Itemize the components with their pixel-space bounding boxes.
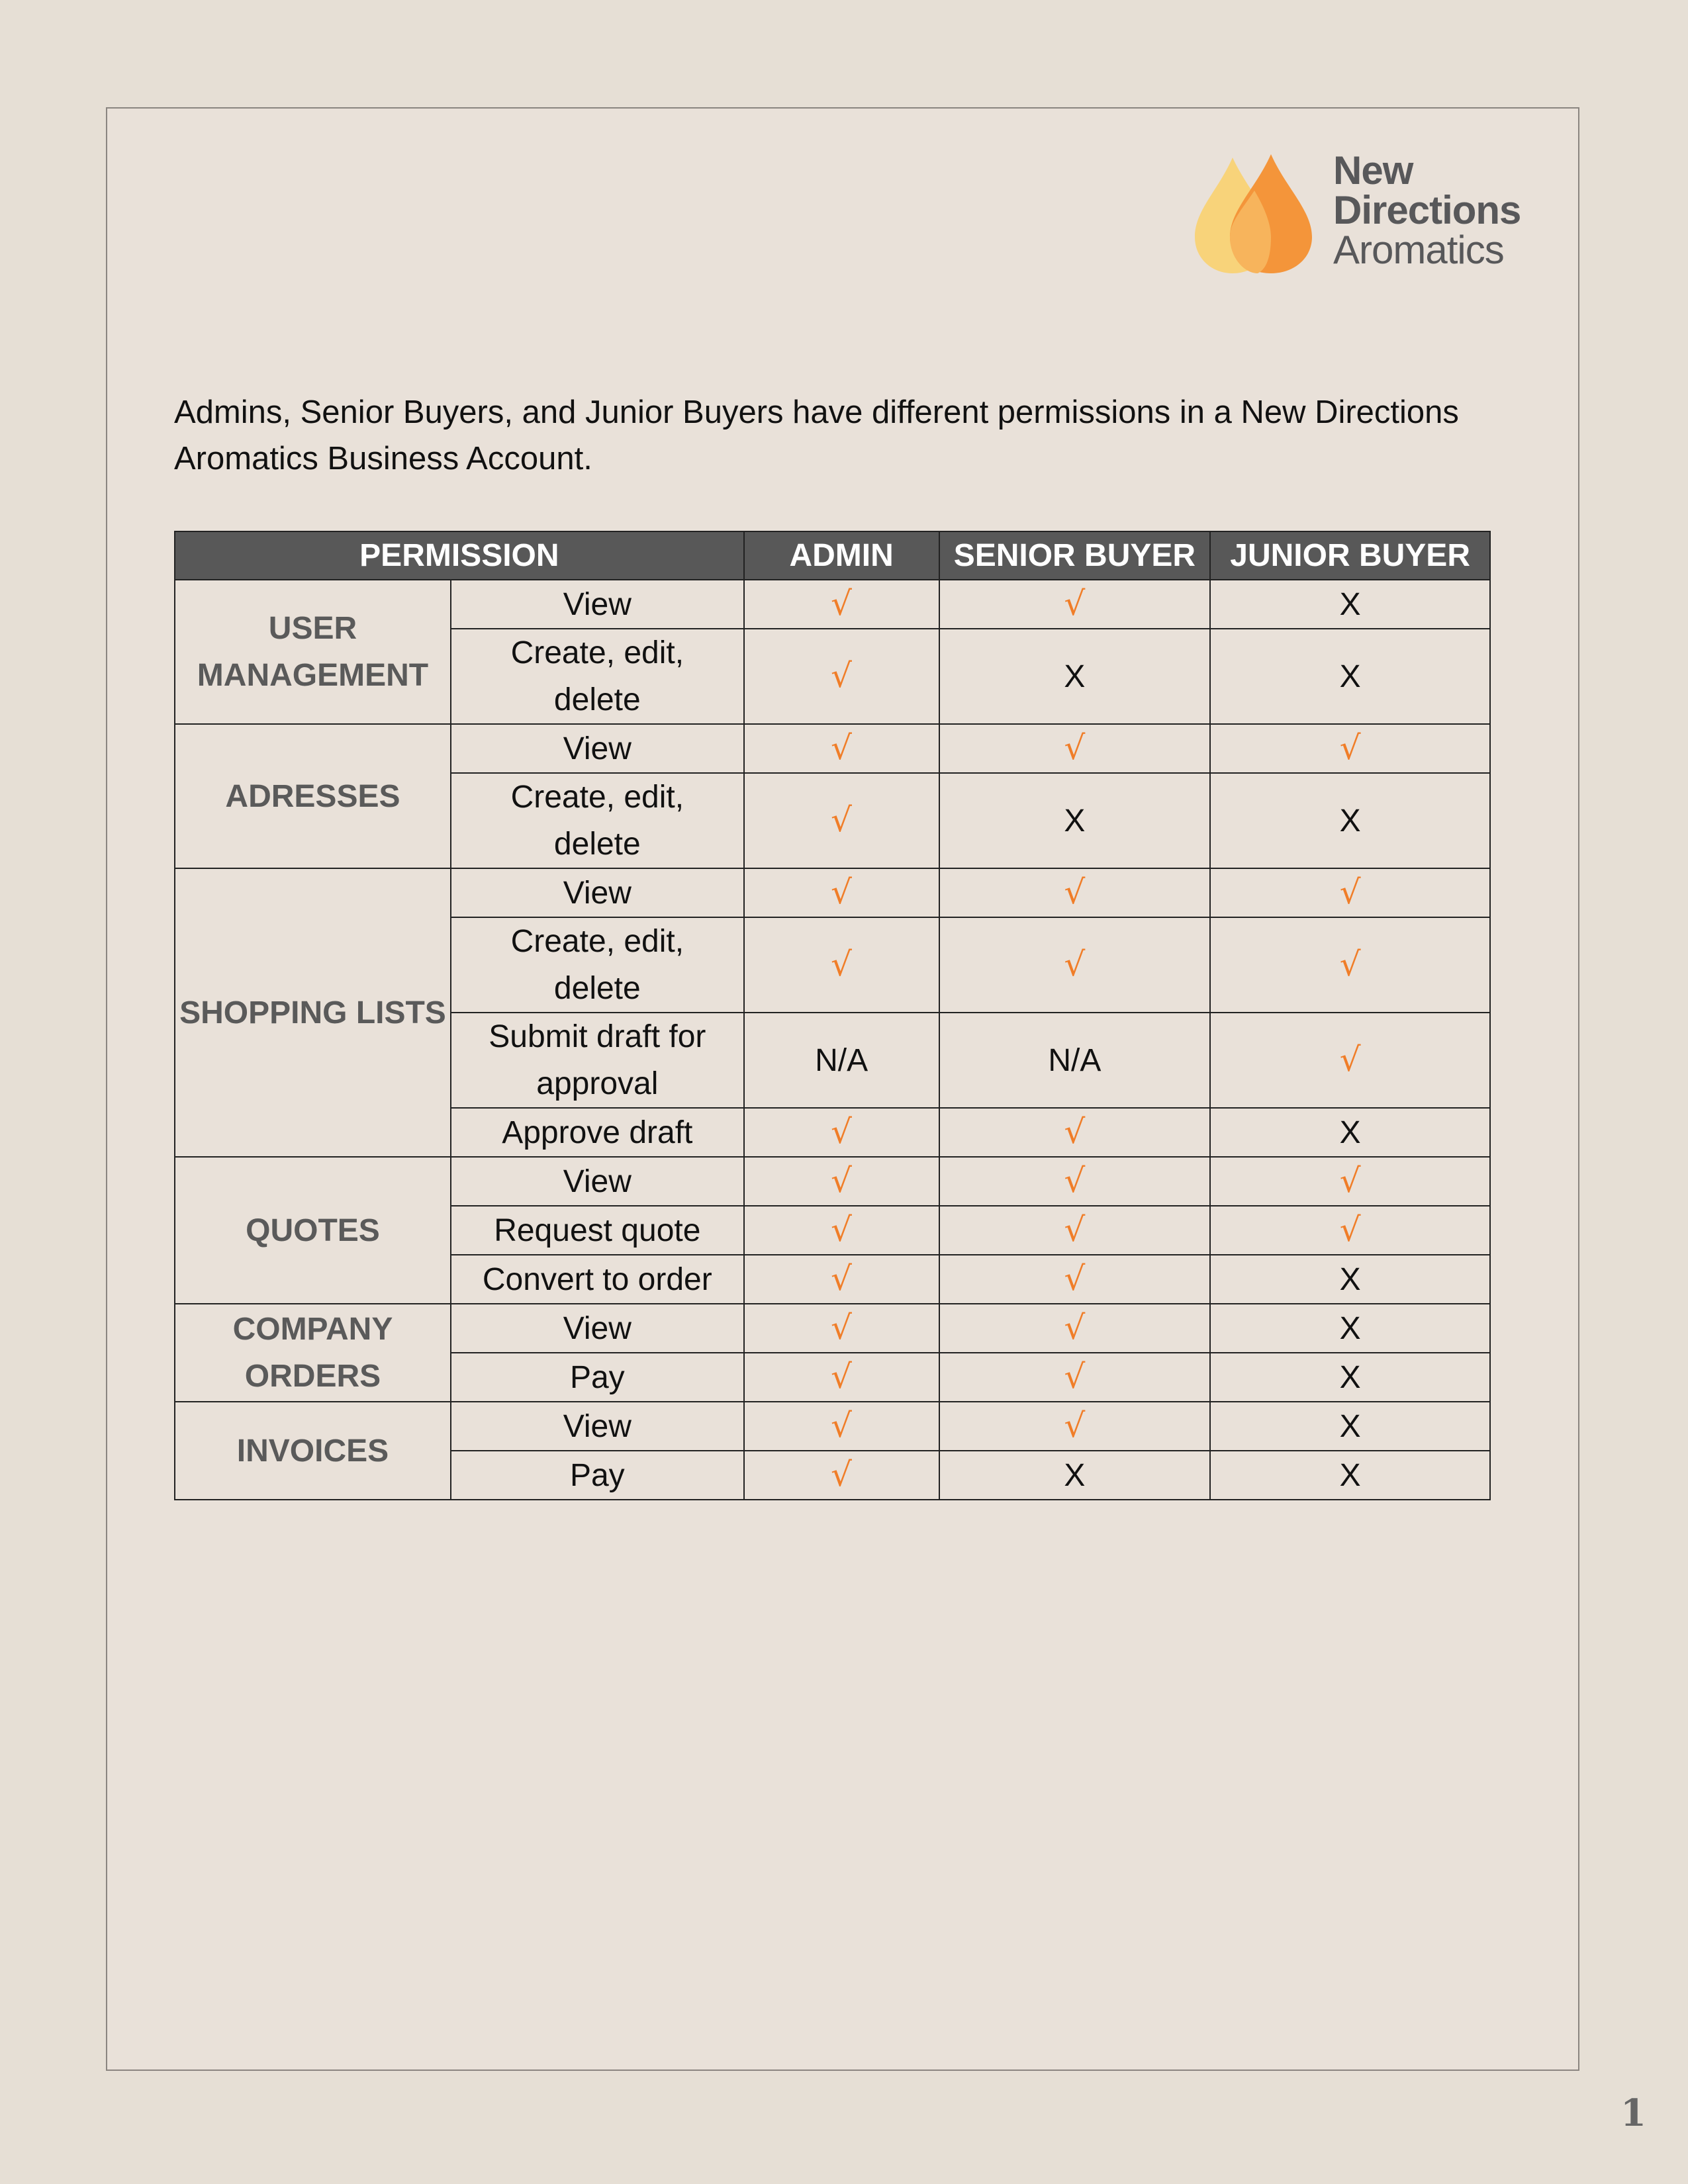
value-admin xyxy=(744,1304,939,1353)
page-number: 1 xyxy=(1620,2091,1646,2135)
company-logo xyxy=(1192,148,1549,277)
permission-label: Create, edit, delete xyxy=(451,773,744,868)
permission-label: View xyxy=(451,1402,744,1451)
value-senior-buyer xyxy=(939,580,1211,629)
value-senior-buyer xyxy=(939,1206,1211,1255)
value-junior-buyer xyxy=(1210,1108,1490,1157)
check-icon: √ xyxy=(1339,945,1361,983)
value-senior-buyer xyxy=(939,1353,1211,1402)
value-junior-buyer xyxy=(1210,917,1490,1013)
table-row xyxy=(175,724,1490,773)
value-senior-buyer xyxy=(939,917,1211,1013)
permissions-table xyxy=(174,531,1491,1500)
cross-mark: X xyxy=(1064,803,1086,839)
permission-label: Approve draft xyxy=(451,1108,744,1157)
value-senior-buyer xyxy=(939,1304,1211,1353)
table-row xyxy=(175,1304,1490,1353)
check-icon: √ xyxy=(1064,1210,1086,1249)
permission-label: View xyxy=(451,868,744,917)
value-senior-buyer xyxy=(939,1108,1211,1157)
cross-mark: X xyxy=(1339,659,1361,694)
permission-label: Create, edit, delete xyxy=(451,917,744,1013)
value-senior-buyer xyxy=(939,1255,1211,1304)
permission-label: Create, edit, delete xyxy=(451,629,744,724)
check-icon: √ xyxy=(1064,584,1086,623)
value-senior-buyer xyxy=(939,1451,1211,1500)
group-label: USER MANAGEMENT xyxy=(175,580,451,724)
permission-label: View xyxy=(451,1304,744,1353)
cross-mark: X xyxy=(1064,1457,1086,1493)
value-junior-buyer xyxy=(1210,1013,1490,1108)
value-admin xyxy=(744,724,939,773)
cross-mark: X xyxy=(1339,1457,1361,1493)
value-admin xyxy=(744,1255,939,1304)
table-row xyxy=(175,1157,1490,1206)
value-admin xyxy=(744,1206,939,1255)
value-junior-buyer xyxy=(1210,1402,1490,1451)
check-icon: √ xyxy=(1064,1161,1086,1200)
value-junior-buyer xyxy=(1210,724,1490,773)
cross-mark: X xyxy=(1339,1408,1361,1444)
check-icon: √ xyxy=(1064,1357,1086,1396)
header-admin: ADMIN xyxy=(744,531,939,580)
check-icon: √ xyxy=(831,1161,853,1200)
value-senior-buyer xyxy=(939,868,1211,917)
value-senior-buyer xyxy=(939,724,1211,773)
table-row xyxy=(175,1402,1490,1451)
header-senior-buyer: SENIOR BUYER xyxy=(939,531,1211,580)
cross-mark: X xyxy=(1064,659,1086,694)
permission-label: Pay xyxy=(451,1353,744,1402)
permission-label: View xyxy=(451,724,744,773)
check-icon: √ xyxy=(1339,1161,1361,1200)
value-senior-buyer xyxy=(939,1013,1211,1108)
group-label: ADRESSES xyxy=(175,724,451,868)
header-junior-buyer: JUNIOR BUYER xyxy=(1210,531,1490,580)
cross-mark: X xyxy=(1339,586,1361,622)
logo-line-1: New xyxy=(1333,148,1413,193)
check-icon: √ xyxy=(1064,729,1086,767)
check-icon: √ xyxy=(1064,1308,1086,1347)
cross-mark: X xyxy=(1339,1359,1361,1395)
droplets-icon xyxy=(1192,151,1324,277)
table-row xyxy=(175,868,1490,917)
check-icon: √ xyxy=(831,1406,853,1445)
check-icon: √ xyxy=(1064,945,1086,983)
value-senior-buyer xyxy=(939,773,1211,868)
cross-mark: X xyxy=(1339,803,1361,839)
permission-label: Convert to order xyxy=(451,1255,744,1304)
value-junior-buyer xyxy=(1210,1206,1490,1255)
logo-line-3: Aromatics xyxy=(1333,228,1504,272)
check-icon: √ xyxy=(1339,729,1361,767)
check-icon: √ xyxy=(1339,1040,1361,1079)
cross-mark: X xyxy=(1339,1310,1361,1346)
check-icon: √ xyxy=(831,1210,853,1249)
cross-mark: X xyxy=(1339,1115,1361,1150)
check-icon: √ xyxy=(1064,1259,1086,1298)
check-icon: √ xyxy=(831,873,853,911)
check-icon: √ xyxy=(831,1259,853,1298)
permission-label: Pay xyxy=(451,1451,744,1500)
value-junior-buyer xyxy=(1210,1451,1490,1500)
logo-line-2: Directions xyxy=(1333,188,1521,232)
check-icon: √ xyxy=(1339,1210,1361,1249)
value-admin xyxy=(744,917,939,1013)
value-junior-buyer xyxy=(1210,1353,1490,1402)
value-junior-buyer xyxy=(1210,1255,1490,1304)
na-label: N/A xyxy=(1048,1042,1102,1078)
value-junior-buyer xyxy=(1210,773,1490,868)
value-junior-buyer xyxy=(1210,629,1490,724)
value-senior-buyer xyxy=(939,629,1211,724)
value-admin xyxy=(744,629,939,724)
check-icon: √ xyxy=(1064,1406,1086,1445)
na-label: N/A xyxy=(815,1042,868,1078)
value-admin xyxy=(744,1013,939,1108)
value-admin xyxy=(744,1402,939,1451)
value-junior-buyer xyxy=(1210,580,1490,629)
intro-text: Admins, Senior Buyers, and Junior Buyers have different permissions in a New Directions Aromatics Business Account. xyxy=(174,394,1459,477)
value-junior-buyer xyxy=(1210,1157,1490,1206)
permission-label: Submit draft for approval xyxy=(451,1013,744,1108)
check-icon: √ xyxy=(831,801,853,839)
group-label: INVOICES xyxy=(175,1402,451,1500)
check-icon: √ xyxy=(1064,873,1086,911)
table-row xyxy=(175,580,1490,629)
check-icon: √ xyxy=(1064,1113,1086,1151)
value-admin xyxy=(744,868,939,917)
check-icon: √ xyxy=(1339,873,1361,911)
value-junior-buyer xyxy=(1210,1304,1490,1353)
check-icon: √ xyxy=(831,1357,853,1396)
cross-mark: X xyxy=(1339,1261,1361,1297)
value-junior-buyer xyxy=(1210,868,1490,917)
check-icon: √ xyxy=(831,945,853,983)
check-icon: √ xyxy=(831,729,853,767)
value-admin xyxy=(744,580,939,629)
value-admin xyxy=(744,1451,939,1500)
table-header xyxy=(175,531,1490,580)
group-label: SHOPPING LISTS xyxy=(175,868,451,1157)
permission-label: View xyxy=(451,1157,744,1206)
header-permission: PERMISSION xyxy=(175,531,744,580)
group-label: QUOTES xyxy=(175,1157,451,1304)
permission-label: View xyxy=(451,580,744,629)
value-admin xyxy=(744,1353,939,1402)
group-label: COMPANY ORDERS xyxy=(175,1304,451,1402)
value-admin xyxy=(744,773,939,868)
value-admin xyxy=(744,1157,939,1206)
value-senior-buyer xyxy=(939,1402,1211,1451)
check-icon: √ xyxy=(831,1308,853,1347)
value-senior-buyer xyxy=(939,1157,1211,1206)
check-icon: √ xyxy=(831,584,853,623)
check-icon: √ xyxy=(831,1455,853,1494)
value-admin xyxy=(744,1108,939,1157)
check-icon: √ xyxy=(831,1113,853,1151)
permission-label: Request quote xyxy=(451,1206,744,1255)
check-icon: √ xyxy=(831,657,853,695)
